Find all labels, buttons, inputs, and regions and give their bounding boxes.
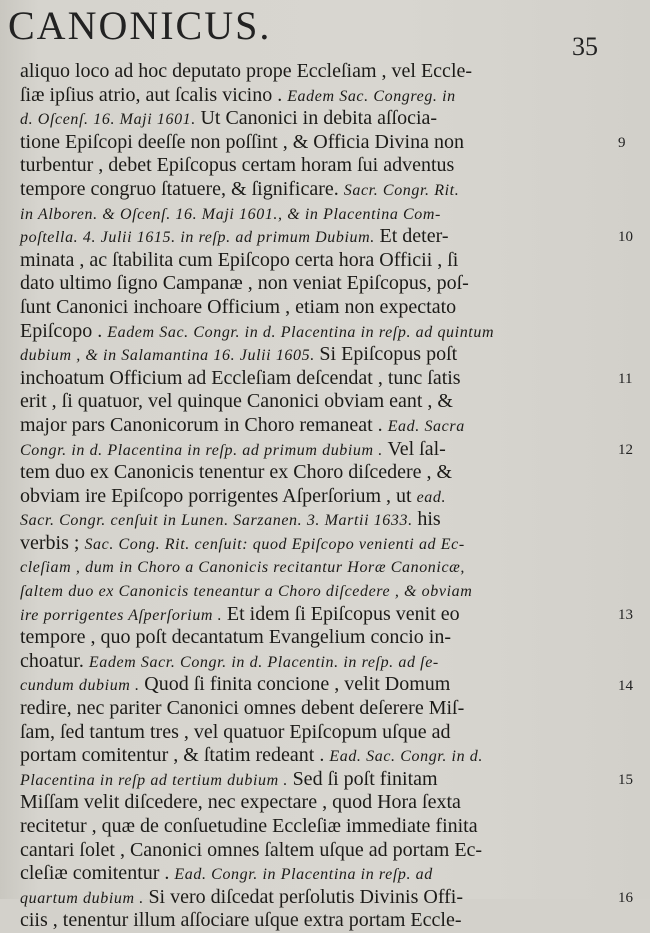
text-run: Miſſam velit diſcedere, nec expectare , quod Hora ſexta bbox=[20, 791, 461, 814]
text-line bbox=[20, 154, 610, 178]
italic-citation: poſtella. 4. Julii 1615. in reſp. ad primum Dubium. bbox=[20, 229, 380, 247]
text-line bbox=[20, 296, 610, 320]
italic-citation: cundum dubium . bbox=[20, 677, 145, 695]
marginal-number: 15 bbox=[618, 772, 633, 788]
page-number: 35 bbox=[572, 32, 598, 61]
text-line bbox=[20, 579, 610, 603]
text-line bbox=[20, 84, 610, 108]
text-run: cantari ſolet , Canonici omnes ſaltem uſque ad portam Ec- bbox=[20, 838, 483, 861]
text-line bbox=[20, 862, 610, 886]
italic-citation: ſaltem duo ex Canonicis teneantur a Choro diſcedere , & obviam bbox=[20, 583, 473, 601]
text-run: Et idem ſi Epiſcopus venit eo bbox=[226, 602, 460, 625]
text-run: tempore congruo ſtatuere, & ſignificare. bbox=[20, 177, 344, 200]
text-run: minata , ac ſtabilita cum Epiſcopo certa hora Officii , ſi bbox=[20, 248, 459, 271]
italic-citation: Ead. Congr. in Placentina in reſp. ad bbox=[174, 866, 433, 884]
body-text bbox=[20, 60, 610, 933]
italic-citation: Eadem Sac. Congreg. in bbox=[287, 87, 456, 105]
text-run: recitetur , quæ de conſuetudine Eccleſiæ immediate finita bbox=[20, 815, 478, 837]
italic-citation: Sacr. Congr. Rit. bbox=[343, 181, 460, 199]
text-run: choatur. bbox=[20, 649, 89, 672]
text-line bbox=[20, 744, 610, 768]
text-line bbox=[20, 815, 610, 839]
text-line bbox=[20, 225, 610, 249]
italic-citation: ead. bbox=[416, 488, 447, 506]
text-run: inchoatum Officium ad Eccleſiam deſcendat , tunc ſatis bbox=[20, 366, 461, 389]
text-run: tione Epiſcopi deeſſe non poſſint , & Officia Divina non bbox=[20, 130, 464, 153]
text-line bbox=[20, 555, 610, 579]
text-line bbox=[20, 886, 610, 910]
text-run: Et deter- bbox=[379, 225, 449, 248]
text-line bbox=[20, 367, 610, 391]
text-run: turbentur , debet Epiſcopus certam horam ſui adventus bbox=[20, 154, 455, 177]
text-line bbox=[20, 650, 610, 674]
text-line bbox=[20, 320, 610, 344]
text-run: tem duo ex Canonicis tenentur ex Choro diſcedere , & bbox=[20, 461, 453, 484]
marginal-number: 14 bbox=[618, 677, 633, 694]
italic-citation: d. Oſcenſ. 16. Maji 1601. bbox=[20, 111, 201, 129]
italic-citation: cleſiam , dum in Choro a Canonicis recitantur Horæ Canonicæ, bbox=[20, 559, 466, 577]
text-run: ſunt Canonici inchoare Officium , etiam non expectato bbox=[20, 295, 457, 318]
text-run: Sed ſi poſt finitam bbox=[292, 767, 438, 790]
text-line bbox=[20, 178, 610, 202]
italic-citation: Sacr. Congr. cenſuit in Lunen. Sarzanen. 3. Martii 1633. bbox=[20, 512, 418, 530]
text-line bbox=[20, 839, 610, 863]
italic-citation: Eadem Sacr. Congr. in d. Placentin. in reſp. ad ſe- bbox=[88, 653, 439, 671]
italic-citation: Eadem Sac. Congr. in d. Placentina in reſp. ad quintum bbox=[107, 323, 495, 341]
text-line bbox=[20, 721, 610, 745]
text-line bbox=[20, 768, 610, 792]
italic-citation: ire porrigentes Aſperſorium . bbox=[20, 606, 227, 624]
italic-citation: Ead. Sacra bbox=[387, 417, 465, 435]
text-run: Quod ſi finita concione , velit Domum bbox=[144, 673, 451, 696]
text-line bbox=[20, 249, 610, 273]
text-line bbox=[20, 272, 610, 296]
text-run: dato ultimo ſigno Campanæ , non veniat Epiſcopus, poſ- bbox=[20, 272, 469, 295]
text-run: major pars Canonicorum in Choro remaneat . bbox=[20, 413, 388, 436]
text-run: Si Epiſcopus poſt bbox=[319, 343, 458, 366]
italic-citation: Ead. Sac. Congr. in d. bbox=[329, 748, 484, 766]
text-run: Ut Canonici in debita aſſocia- bbox=[200, 107, 438, 130]
italic-citation: Congr. in d. Placentina in reſp. ad primum dubium . bbox=[20, 441, 388, 459]
text-line bbox=[20, 107, 610, 131]
text-run: erit , ſi quatuor, vel quinque Canonici obviam eant , & bbox=[20, 390, 453, 413]
text-run: redire, nec pariter Canonici omnes debent deſerere Miſ- bbox=[20, 697, 465, 720]
text-run: cleſiæ comitentur . bbox=[20, 862, 175, 885]
text-line bbox=[20, 626, 610, 650]
text-run: ſam, ſed tantum tres , vel quatuor Epiſcopum uſque ad bbox=[20, 720, 451, 743]
text-line bbox=[20, 343, 610, 367]
text-run: obviam ire Epiſcopo porrigentes Aſperſorium , ut bbox=[20, 484, 417, 507]
text-line bbox=[20, 485, 610, 509]
text-line bbox=[20, 697, 610, 721]
text-run: Vel ſal- bbox=[387, 437, 446, 460]
text-line bbox=[20, 390, 610, 414]
marginal-number: 10 bbox=[618, 229, 633, 246]
italic-citation: in Alboren. & Oſcenſ. 16. Maji 1601., & in Placentina Com- bbox=[20, 205, 441, 223]
text-line bbox=[20, 532, 610, 556]
italic-citation: Placentina in reſp ad tertium dubium . bbox=[20, 771, 293, 789]
text-run: ciis , tenentur illum aſſociare uſque extra portam Eccle- bbox=[20, 909, 462, 932]
marginal-number: 13 bbox=[618, 606, 633, 623]
running-head: CANONICUS. bbox=[8, 3, 272, 48]
italic-citation: quartum dubium . bbox=[20, 889, 149, 907]
text-line bbox=[20, 791, 610, 815]
text-run: his bbox=[417, 508, 441, 531]
text-run: portam comitentur , & ſtatim redeant . bbox=[20, 744, 330, 767]
text-line bbox=[20, 131, 610, 155]
text-line bbox=[20, 202, 610, 226]
italic-citation: Sac. Cong. Rit. cenſuit: quod Epiſcopo venienti ad Ec- bbox=[84, 535, 465, 553]
text-run: aliquo loco ad hoc deputato prope Eccleſiam , vel Eccle- bbox=[20, 60, 473, 82]
marginal-number: 16 bbox=[618, 890, 633, 906]
text-line bbox=[20, 438, 610, 462]
text-run: verbis ; bbox=[20, 531, 85, 554]
italic-citation: dubium , & in Salamantina 16. Julii 1605. bbox=[20, 347, 320, 365]
text-line bbox=[20, 603, 610, 627]
text-run: Epiſcopo . bbox=[20, 319, 108, 342]
text-line bbox=[20, 414, 610, 438]
text-run: ſiæ ipſius atrio, aut ſcalis vicino . bbox=[20, 83, 288, 106]
text-line bbox=[20, 673, 610, 697]
text-run: tempore , quo poſt decantatum Evangelium concio in- bbox=[20, 626, 451, 649]
text-line bbox=[20, 508, 610, 532]
marginal-number: 12 bbox=[618, 441, 633, 458]
text-line bbox=[20, 60, 610, 84]
marginal-number: 11 bbox=[618, 370, 633, 387]
text-line bbox=[20, 461, 610, 485]
text-line bbox=[20, 909, 610, 933]
text-run: Si vero diſcedat perſolutis Divinis Offi- bbox=[148, 885, 464, 908]
marginal-number: 9 bbox=[618, 134, 626, 151]
